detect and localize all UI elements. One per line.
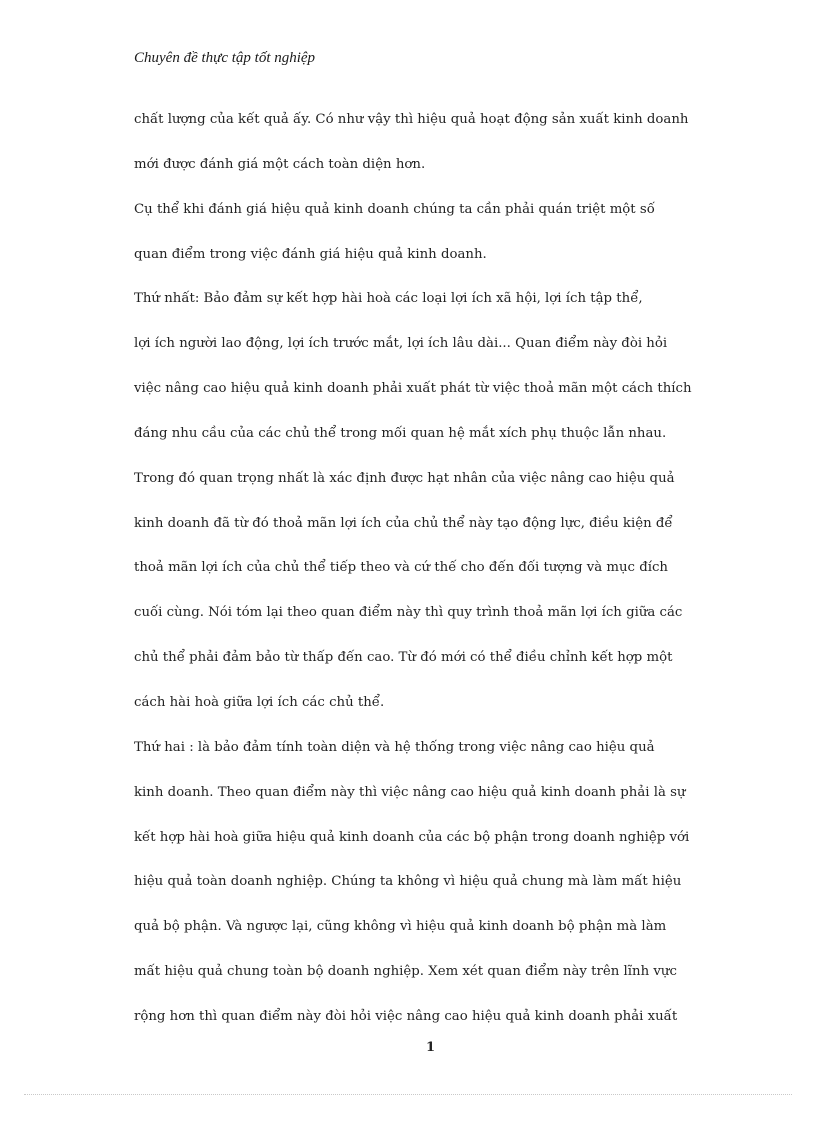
text-line: rộng hơn thì quan điểm này đòi hỏi việc nâng cao hiệu quả kinh doanh phải xuất: [134, 1008, 678, 1024]
text-line: chất lượng của kết quả ấy. Có như vậy thì hiệu quả hoạt động sản xuất kinh doanh: [134, 112, 689, 127]
body-text: [134, 105, 714, 1047]
text-line: việc nâng cao hiệu quả kinh doanh phải xuất phát từ việc thoả mãn một cách thích: [134, 381, 692, 397]
text-line: Thứ hai : là bảo đảm tính toàn diện và hệ thống trong việc nâng cao hiệu quả: [134, 739, 655, 755]
text-line: thoả mãn lợi ích của chủ thể tiếp theo và cứ thế cho đến đối tượng và mục đích: [134, 560, 668, 576]
text-line: Cụ thể khi đánh giá hiệu quả kinh doanh chúng ta cần phải quán triệt một số: [134, 201, 655, 217]
text-line: quan điểm trong việc đánh giá hiệu quả kinh doanh.: [134, 246, 487, 262]
text-line: kết hợp hài hoà giữa hiệu quả kinh doanh của các bộ phận trong doanh nghiệp với: [134, 829, 690, 845]
running-header: Chuyên đề thực tập tốt nghiệp: [134, 50, 316, 66]
text-line: kinh doanh đã từ đó thoả mãn lợi ích của chủ thể này tạo động lực, điều kiện để: [134, 515, 673, 531]
text-line: kinh doanh. Theo quan điểm này thì việc nâng cao hiệu quả kinh doanh phải là sự: [134, 784, 686, 800]
text-line: cách hài hoà giữa lợi ích các chủ thể.: [134, 694, 385, 710]
text-line: chủ thể phải đảm bảo từ thấp đến cao. Từ đó mới có thể điều chỉnh kết hợp một: [134, 650, 673, 666]
page-bottom-divider: [24, 1094, 792, 1095]
page-number: 1: [426, 1040, 436, 1055]
text-line: cuối cùng. Nói tóm lại theo quan điểm này thì quy trình thoả mãn lợi ích giữa các: [134, 605, 683, 621]
text-line: Trong đó quan trọng nhất là xác định được hạt nhân của việc nâng cao hiệu quả: [134, 470, 675, 486]
text-line: hiệu quả toàn doanh nghiệp. Chúng ta không vì hiệu quả chung mà làm mất hiệu: [134, 874, 682, 890]
text-line: lợi ích người lao động, lợi ích trước mắt, lợi ích lâu dài... Quan điểm này đòi hỏi: [134, 336, 668, 352]
text-line: mới được đánh giá một cách toàn diện hơn.: [134, 156, 426, 172]
text-line: quả bộ phận. Và ngược lại, cũng không vì hiệu quả kinh doanh bộ phận mà làm: [134, 919, 667, 935]
text-line: mất hiệu quả chung toàn bộ doanh nghiệp. Xem xét quan điểm này trên lĩnh vực: [134, 964, 677, 980]
text-line: Thứ nhất: Bảo đảm sự kết hợp hài hoà các loại lợi ích xã hội, lợi ích tập thể,: [134, 291, 643, 307]
text-line: đáng nhu cầu của các chủ thể trong mối quan hệ mắt xích phụ thuộc lẫn nhau.: [134, 425, 667, 441]
